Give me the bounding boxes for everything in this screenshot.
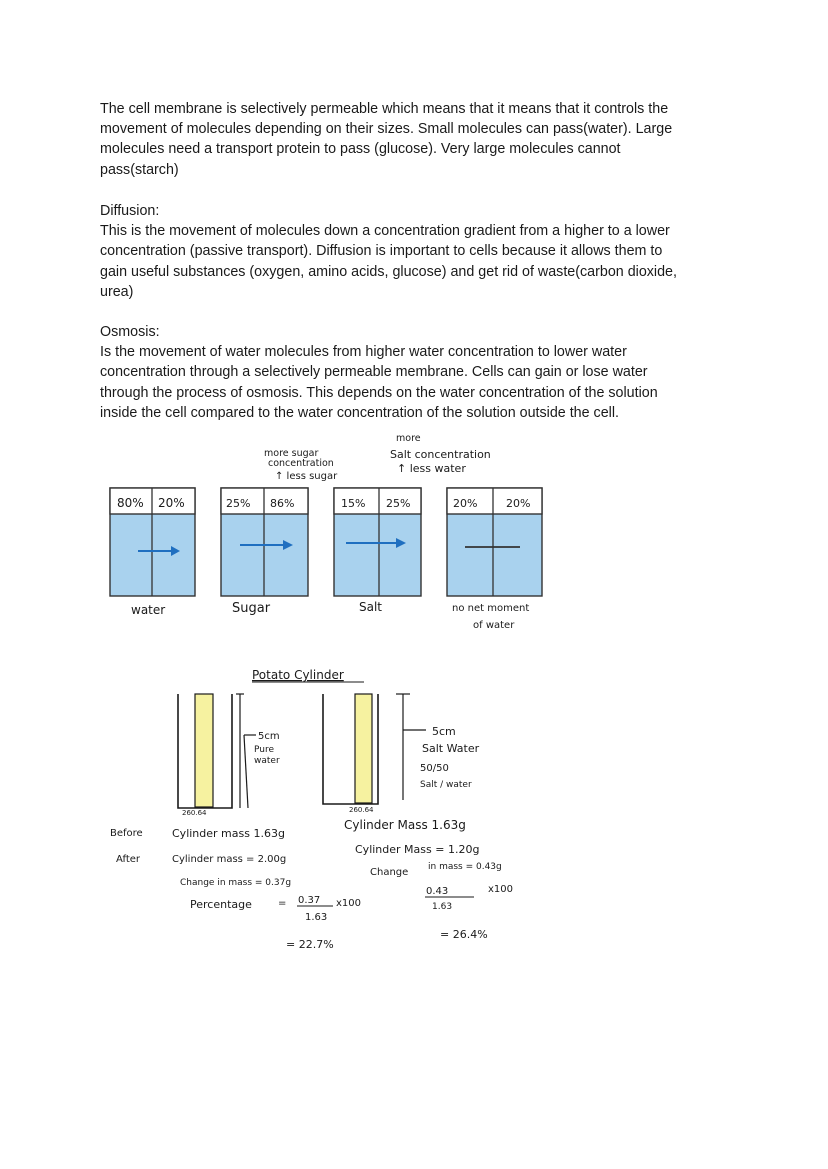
- text-line: urea): [100, 283, 134, 300]
- text-line: concentration through a selectively permeable membrane. Cells can gain or lose water: [100, 364, 648, 381]
- percentage-label: Percentage: [190, 898, 252, 911]
- multiplier: x100: [336, 898, 362, 909]
- box-label: of water: [473, 620, 515, 631]
- result: = 22.7%: [286, 938, 334, 951]
- change-label: Change: [370, 867, 409, 878]
- text-line: Is the movement of water molecules from higher water concentration to lower water: [100, 344, 627, 361]
- calc-line: Cylinder mass = 2.00g: [172, 854, 287, 865]
- text-line: gain useful substances (oxygen, amino acids, glucose) and get rid of waste(carbon dioxide,: [100, 263, 677, 280]
- note-line: Salt concentration: [390, 448, 491, 461]
- osmosis-box-equal: [447, 488, 542, 631]
- note-line: more: [396, 433, 421, 444]
- text-line: pass(starch): [100, 161, 179, 178]
- box-label: Sugar: [232, 601, 271, 616]
- left-percent: 20%: [453, 497, 478, 510]
- numerator: 0.43: [426, 886, 449, 897]
- note-line: more sugar: [264, 448, 319, 459]
- beaker-label: Salt / water: [420, 780, 472, 790]
- left-percent: 15%: [341, 497, 366, 510]
- equals-sign: =: [278, 898, 287, 909]
- calc-line: in mass = 0.43g: [428, 862, 502, 872]
- right-percent: 25%: [386, 497, 411, 510]
- multiplier: x100: [488, 884, 514, 895]
- diffusion-heading: Diffusion:: [100, 203, 160, 219]
- osmosis-heading: Osmosis:: [100, 324, 160, 340]
- right-percent: 86%: [270, 497, 295, 510]
- note-line: ↑ less sugar: [275, 471, 338, 482]
- left-percent: 80%: [117, 496, 144, 510]
- left-beaker: [178, 694, 280, 817]
- potato-cylinder: [195, 694, 213, 807]
- note-line: concentration: [268, 458, 334, 469]
- result: = 26.4%: [440, 928, 488, 941]
- text-line: through the process of osmosis. This depends on the water concentration of the solution: [100, 384, 658, 401]
- beaker-label: Pure: [254, 745, 275, 755]
- small-value: 260.64: [182, 809, 207, 817]
- text-line: This is the movement of molecules down a concentration gradient from a higher to a lower: [100, 223, 670, 240]
- denominator: 1.63: [305, 912, 328, 923]
- small-value: 260.64: [349, 806, 374, 814]
- box-label: water: [131, 603, 166, 617]
- calc-line: Cylinder Mass 1.63g: [344, 818, 466, 832]
- left-calculation: [110, 827, 361, 951]
- sugar-note: [264, 448, 338, 482]
- osmosis-box-salt: [334, 488, 421, 614]
- numerator: 0.37: [298, 895, 321, 906]
- right-beaker: [323, 694, 480, 814]
- beaker-label: 50/50: [420, 763, 449, 774]
- beaker-label: 5cm: [258, 731, 280, 742]
- potato-cylinder: [355, 694, 372, 803]
- beaker-label: Salt Water: [422, 742, 480, 755]
- text-line: concentration (passive transport). Diffusion is important to cells because it allows them to: [100, 243, 663, 260]
- text-line: molecules need a transport protein to pass (glucose). Very large molecules cannot: [100, 141, 621, 158]
- beaker-label: 5cm: [432, 725, 456, 738]
- denominator: 1.63: [432, 902, 453, 912]
- ruler-line: [244, 735, 248, 808]
- text-line: inside the cell compared to the water concentration of the solution outside the cell.: [100, 404, 619, 421]
- box-label: Salt: [359, 600, 383, 614]
- calc-line: Change in mass = 0.37g: [180, 878, 292, 888]
- right-percent: 20%: [506, 497, 531, 510]
- osmosis-box-water: [110, 488, 195, 617]
- salt-note: [390, 433, 491, 475]
- beaker-label: water: [254, 756, 280, 766]
- after-label: After: [116, 854, 141, 865]
- calc-line: Cylinder Mass = 1.20g: [355, 843, 480, 856]
- text-line: movement of molecules depending on their sizes. Small molecules can pass(water). Large: [100, 121, 673, 138]
- before-label: Before: [110, 828, 143, 839]
- right-calculation: [344, 818, 513, 941]
- calc-line: Cylinder mass 1.63g: [172, 827, 285, 840]
- potato-title: Potato Cylinder: [252, 668, 344, 682]
- text-line: The cell membrane is selectively permeable which means that it means that it controls the: [100, 101, 669, 117]
- note-line: ↑ less water: [397, 462, 466, 475]
- left-percent: 25%: [226, 497, 251, 510]
- box-label: no net moment: [452, 603, 530, 614]
- osmosis-box-sugar: [221, 488, 308, 616]
- right-percent: 20%: [158, 496, 185, 510]
